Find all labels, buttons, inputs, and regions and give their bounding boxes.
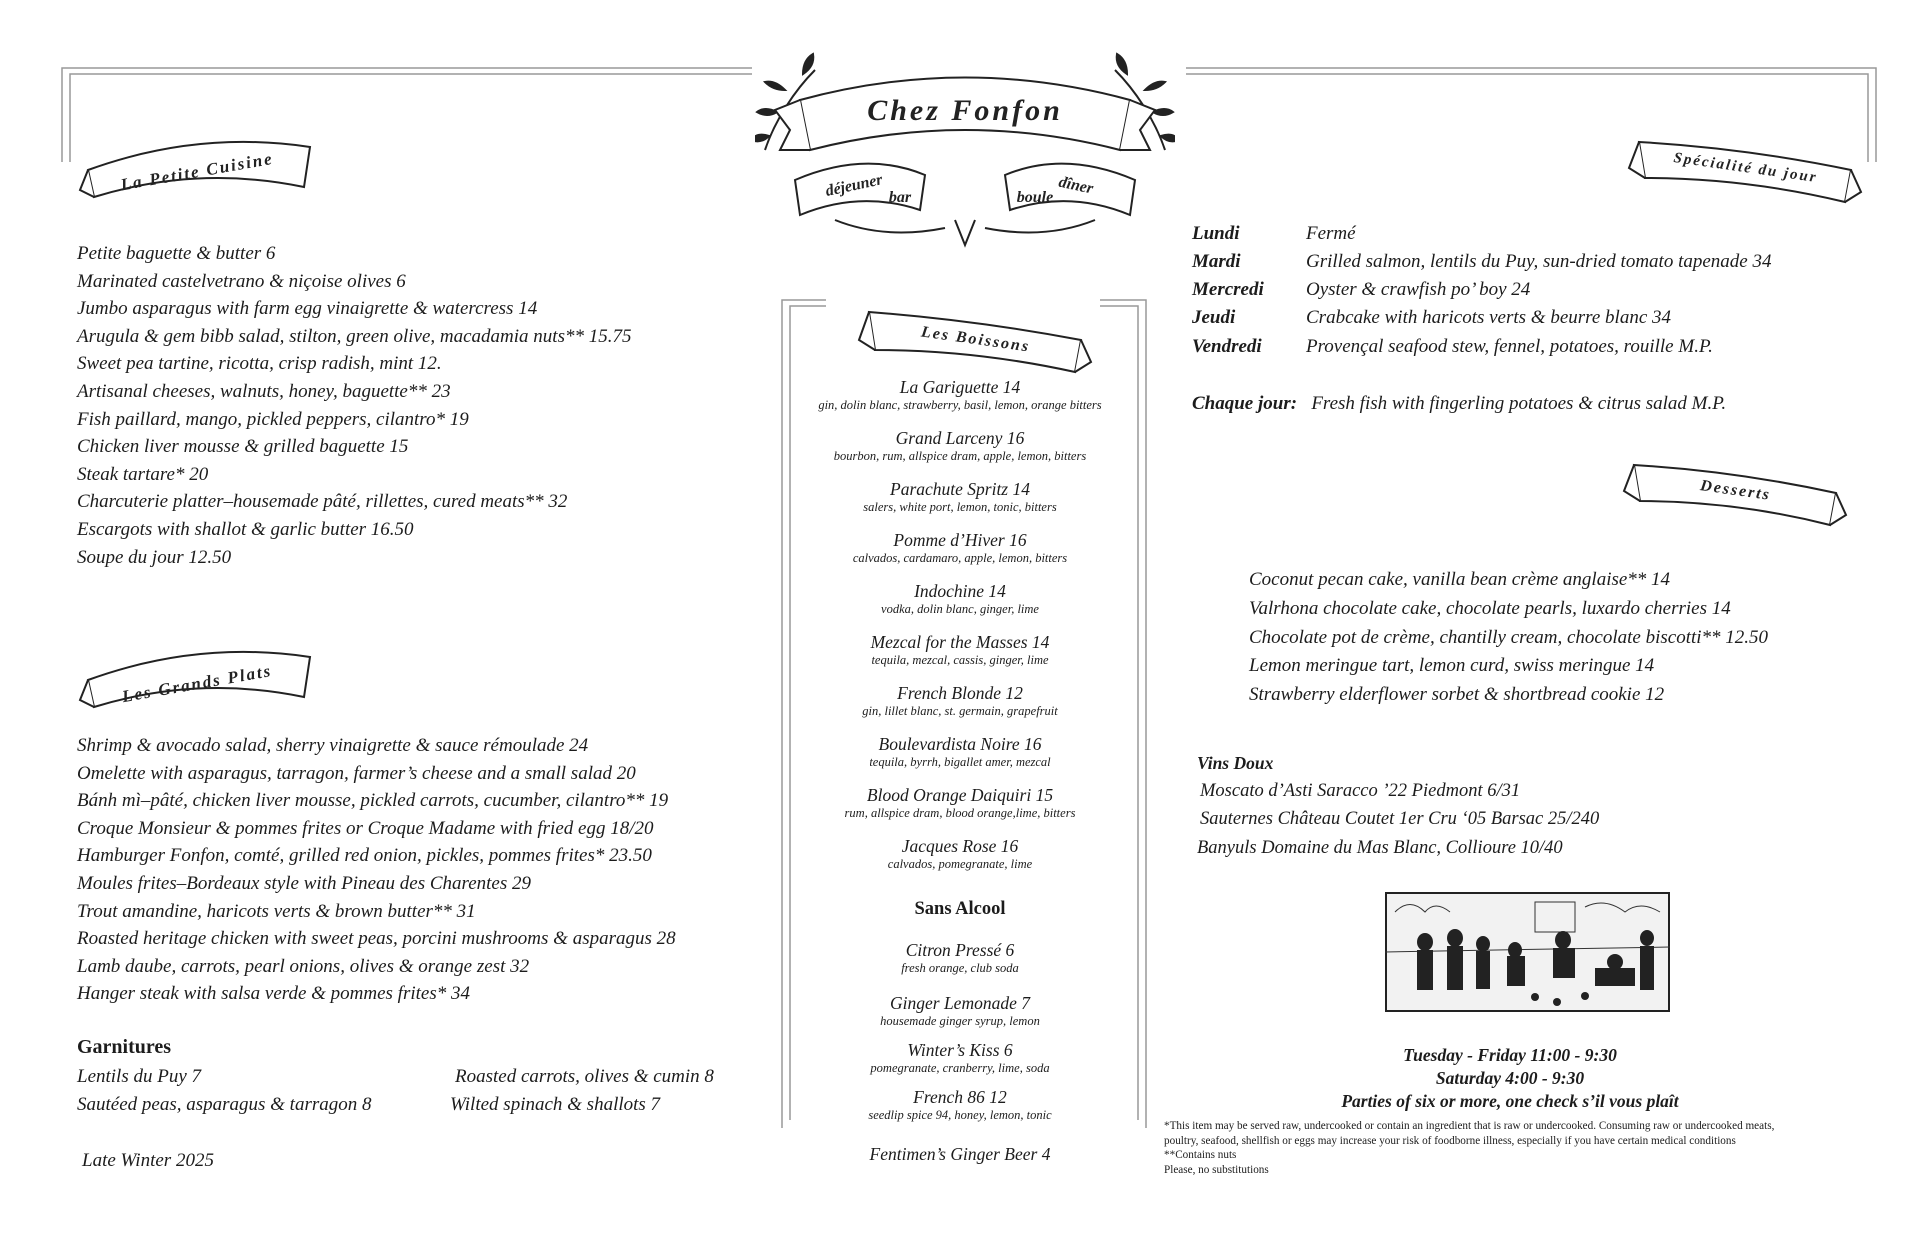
special-day: Mardi	[1192, 251, 1241, 272]
section-title-specialite: Spécialité du jour	[1672, 150, 1819, 187]
garnitures-title: Garnitures	[77, 1036, 172, 1058]
special-dish: Grilled salmon, lentils du Puy, sun-dried tomato tapenade 34	[1306, 251, 1772, 272]
drink-item	[780, 530, 1140, 566]
drink-item	[780, 940, 1140, 976]
logo-tag-bar: bar	[888, 189, 912, 206]
list-item: Steak tartare* 20	[77, 463, 209, 485]
disclaimer-line: *This item may be served raw, undercooked or contain an ingredient that is raw or undercooked. Consuming raw or undercooked meats,	[1164, 1120, 1775, 1132]
special-day: Lundi	[1192, 223, 1240, 244]
list-item: Lemon meringue tart, lemon curd, swiss meringue 14	[1249, 655, 1655, 677]
logo-tag-dejeuner: déjeuner	[824, 171, 885, 200]
drink-item	[780, 377, 1140, 413]
drink-item	[780, 836, 1140, 872]
drink-name: French Blonde 12	[897, 683, 1023, 703]
ribbon-petite-cuisine	[78, 135, 318, 205]
vins-doux-title: Vins Doux	[1197, 753, 1274, 773]
logo-tag-diner: dîner	[1057, 173, 1095, 198]
list-item: Arugula & gem bibb salad, stilton, green olive, macadamia nuts** 15.75	[77, 325, 632, 347]
drink-name: Mezcal for the Masses 14	[870, 632, 1050, 652]
list-item: Moules frites–Bordeaux style with Pineau des Charentes 29	[77, 872, 531, 894]
wine-item: Banyuls Domaine du Mas Blanc, Collioure 10/40	[1197, 838, 1563, 858]
hours-weekday: Tuesday - Friday 11:00 - 9:30	[1403, 1045, 1617, 1065]
list-item: Shrimp & avocado salad, sherry vinaigrette & sauce rémoulade 24	[77, 735, 589, 756]
drink-desc: salers, white port, lemon, tonic, bitters	[863, 500, 1057, 514]
list-item: Valrhona chocolate cake, chocolate pearls, luxardo cherries 14	[1249, 597, 1731, 619]
party-policy: Parties of six or more, one check s’il vous plaît	[1341, 1091, 1679, 1111]
drink-name: Grand Larceny 16	[895, 428, 1025, 448]
desserts-list	[1249, 566, 1768, 710]
special-dish: Provençal seafood stew, fennel, potatoes, rouille M.P.	[1306, 336, 1713, 357]
drink-item	[780, 683, 1140, 719]
drink-desc: housemade ginger syrup, lemon	[880, 1014, 1040, 1028]
section-title-grands: Les Grands Plats	[120, 661, 274, 707]
ribbon-grands-plats	[78, 645, 318, 715]
special-dish: Crabcake with haricots verts & beurre blanc 34	[1306, 307, 1671, 328]
drink-desc: vodka, dolin blanc, ginger, lime	[881, 602, 1039, 616]
drink-name: Pomme d’Hiver 16	[893, 530, 1027, 550]
sans-alcool-title: Sans Alcool	[914, 899, 1006, 919]
garniture-item: Wilted spinach & shallots 7	[450, 1094, 661, 1115]
section-title-boissons: Les Boissons	[920, 323, 1032, 356]
drink-name: Winter’s Kiss 6	[907, 1040, 1013, 1060]
list-item: Sweet pea tartine, ricotta, crisp radish, mint 12.	[77, 353, 442, 375]
drink-name: French 86 12	[913, 1087, 1007, 1107]
chez-fonfon-logo	[755, 50, 1175, 250]
drink-item	[780, 1087, 1140, 1123]
list-item: Hanger steak with salsa verde & pommes frites* 34	[77, 983, 470, 1005]
list-item: Charcuterie platter–housemade pâté, rillettes, cured meats** 32	[77, 491, 568, 513]
drink-desc: fresh orange, club soda	[901, 961, 1019, 975]
petite-cuisine-list	[77, 240, 631, 571]
drink-name: Blood Orange Daiquiri 15	[866, 785, 1054, 805]
list-item: Coconut pecan cake, vanilla bean crème anglaise** 14	[1249, 569, 1671, 590]
wine-item: Sauternes Château Coutet 1er Cru ‘05 Barsac 25/240	[1200, 809, 1600, 829]
drink-desc: pomegranate, cranberry, lime, soda	[870, 1061, 1050, 1075]
list-item: Chocolate pot de crème, chantilly cream, chocolate biscotti** 12.50	[1249, 626, 1769, 648]
logo-tag-boule: boule	[1016, 189, 1054, 206]
disclaimer-line: Please, no substitutions	[1164, 1163, 1269, 1176]
drink-desc: seedlip spice 94, honey, lemon, tonic	[868, 1108, 1052, 1122]
list-item: Roasted heritage chicken with sweet peas, porcini mushrooms & asparagus 28	[77, 928, 676, 950]
drink-name: Indochine 14	[914, 581, 1006, 601]
list-item: Lamb daube, carrots, pearl onions, olives & orange zest 32	[77, 955, 530, 977]
disclaimer	[1164, 1119, 1864, 1177]
drink-desc: calvados, pomegranate, lime	[887, 857, 1033, 871]
drink-name: La Gariguette 14	[899, 377, 1021, 397]
season-label: Late Winter 2025	[82, 1150, 214, 1171]
list-item: Trout amandine, haricots verts & brown butter** 31	[77, 900, 476, 922]
drink-item	[780, 734, 1140, 770]
section-title-desserts: Desserts	[1699, 477, 1773, 504]
drink-desc: tequila, mezcal, cassis, ginger, lime	[871, 653, 1049, 667]
drink-item	[780, 785, 1140, 821]
garniture-item: Roasted carrots, olives & cumin 8	[455, 1066, 714, 1087]
drink-desc: gin, dolin blanc, strawberry, basil, lemon, orange bitters	[818, 398, 1102, 412]
disclaimer-line: poultry, seafood, shellfish or eggs may increase your risk of foodborne illness, especially if you have certain medical conditions	[1164, 1134, 1736, 1147]
special-day: Mercredi	[1192, 279, 1264, 300]
drink-desc: tequila, byrrh, bigallet amer, mezcal	[869, 755, 1051, 769]
wine-item: Moscato d’Asti Saracco ’22 Piedmont 6/31	[1200, 781, 1521, 801]
list-item: Hamburger Fonfon, comté, grilled red onion, pickles, pommes frites* 23.50	[77, 845, 652, 867]
special-dish: Fermé	[1306, 223, 1356, 244]
drink-name: Parachute Spritz 14	[890, 479, 1030, 499]
section-title-petite: La Petite Cuisine	[119, 148, 275, 195]
chaque-jour-dish: Fresh fish with fingerling potatoes & citrus salad M.P.	[1311, 393, 1727, 414]
garniture-item: Lentils du Puy 7	[77, 1066, 202, 1087]
special-dish: Oyster & crawfish po’ boy 24	[1306, 279, 1531, 300]
drink-item	[780, 632, 1140, 668]
list-item: Strawberry elderflower sorbet & shortbread cookie 12	[1249, 684, 1665, 706]
drink-item	[780, 1144, 1140, 1165]
petanque-illustration	[1385, 892, 1670, 1012]
chaque-jour-label: Chaque jour:	[1192, 393, 1298, 414]
drink-name: Citron Pressé 6	[905, 940, 1015, 960]
drink-item	[780, 428, 1140, 464]
list-item: Petite baguette & butter 6	[77, 243, 276, 264]
drink-desc: gin, lillet blanc, st. germain, grapefruit	[862, 704, 1058, 718]
drink-desc: bourbon, rum, allspice dram, apple, lemon, bitters	[833, 449, 1087, 463]
special-day: Vendredi	[1192, 336, 1262, 357]
list-item: Marinated castelvetrano & niçoise olives 6	[77, 270, 406, 292]
chaque-jour	[1192, 393, 1726, 415]
drink-item	[780, 993, 1140, 1029]
ribbon-boissons	[855, 300, 1095, 375]
garniture-item: Sautéed peas, asparagus & tarragon 8	[77, 1094, 372, 1115]
drink-name: Ginger Lemonade 7	[890, 993, 1030, 1013]
disclaimer-line: **Contains nuts	[1164, 1149, 1237, 1161]
drink-name: Fentimen’s Ginger Beer 4	[869, 1144, 1051, 1164]
drink-item	[780, 581, 1140, 617]
drink-desc: calvados, cardamaro, apple, lemon, bitters	[852, 551, 1068, 565]
ribbon-specialite	[1625, 130, 1865, 205]
drink-name: Jacques Rose 16	[901, 836, 1019, 856]
list-item: Jumbo asparagus with farm egg vinaigrette & watercress 14	[77, 298, 538, 320]
grands-plats-list	[77, 732, 676, 1008]
list-item: Fish paillard, mango, pickled peppers, cilantro* 19	[77, 408, 469, 430]
list-item: Croque Monsieur & pommes frites or Croque Madame with fried egg 18/20	[77, 817, 654, 839]
list-item: Soupe du jour 12.50	[77, 546, 232, 568]
list-item: Escargots with shallot & garlic butter 16.50	[77, 518, 414, 540]
list-item: Artisanal cheeses, walnuts, honey, baguette** 23	[77, 380, 451, 402]
list-item: Bánh mì–pâté, chicken liver mousse, pickled carrots, cucumber, cilantro** 19	[77, 790, 669, 812]
hours-saturday: Saturday 4:00 - 9:30	[1435, 1068, 1585, 1088]
drink-item	[780, 479, 1140, 515]
drink-desc: rum, allspice dram, blood orange,lime, bitters	[844, 806, 1076, 820]
special-day: Jeudi	[1192, 307, 1236, 328]
drink-item	[780, 1040, 1140, 1076]
list-item: Omelette with asparagus, tarragon, farmer’s cheese and a small salad 20	[77, 762, 636, 784]
drink-name: Boulevardista Noire 16	[878, 734, 1042, 754]
list-item: Chicken liver mousse & grilled baguette 15	[77, 436, 409, 458]
ribbon-desserts	[1620, 453, 1850, 528]
logo-title: Chez Fonfon	[867, 94, 1063, 127]
